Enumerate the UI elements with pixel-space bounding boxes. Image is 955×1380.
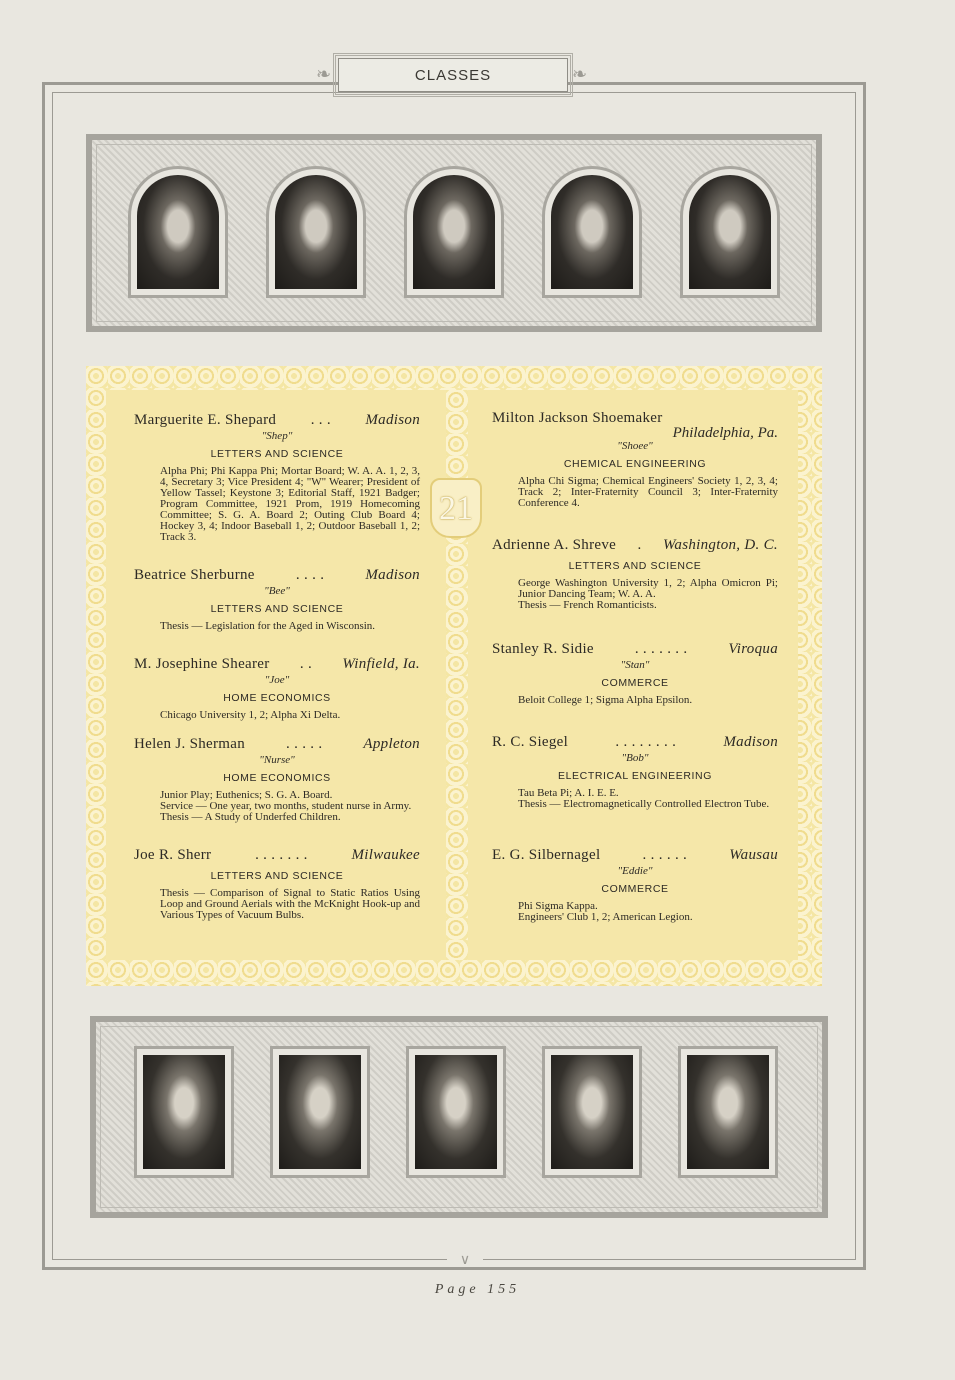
entry-details: Beloit College 1; Sigma Alpha Epsilon.: [518, 694, 693, 706]
bottom-photo-strip: [90, 1016, 828, 1218]
portrait-sherman: [542, 166, 642, 298]
entry-name: R. C. Siegel: [492, 734, 569, 750]
entry-nickname: "Shoee": [617, 440, 653, 452]
entry-course: LETTERS AND SCIENCE: [210, 448, 344, 460]
w-ornament: ∨: [447, 1251, 483, 1267]
entry-town: Wausau: [729, 847, 778, 863]
leader-dots: . . .: [310, 412, 331, 428]
entry-details: Alpha Chi Sigma; Chemical Engineers' Society 1, 2, 3, 4; Track 2; Inter-Fraternity Council 3; Inter-Fraternity Conference 4.: [518, 475, 778, 509]
entry-course: HOME ECONOMICS: [223, 772, 331, 784]
entry-nickname: "Nurse": [259, 754, 295, 766]
entry-name: Stanley R. Sidie: [492, 641, 594, 657]
leader-dots: . . . . . . .: [634, 641, 688, 657]
leader-dots: . . . . . . .: [255, 847, 308, 863]
leader-dots: . . . . .: [286, 736, 323, 752]
entry-course: COMMERCE: [601, 883, 669, 895]
leader-dots: .: [637, 537, 642, 553]
entry-name: Joe R. Sherr: [134, 847, 212, 863]
entry-sherr: [134, 847, 420, 921]
entry-course: COMMERCE: [601, 677, 669, 689]
entry-details: Thesis — Comparison of Signal to Static Ratios Using Loop and Ground Aerials with the McKnight Hook-up and Various Types of Vacuum Bulbs.: [160, 887, 420, 921]
entry-town: Philadelphia, Pa.: [672, 425, 778, 441]
badge-text: 21: [439, 490, 473, 527]
entry-town: Viroqua: [728, 641, 778, 657]
entry-nickname: "Eddie": [617, 865, 653, 877]
entry-name: E. G. Silbernagel: [492, 847, 601, 863]
entry-silbernagel: [492, 847, 778, 923]
entry-nickname: "Bob": [621, 752, 649, 764]
entry-town: Appleton: [363, 736, 420, 752]
entry-sidie: [492, 641, 778, 706]
entry-course: LETTERS AND SCIENCE: [210, 603, 344, 615]
entry-nickname: "Stan": [620, 659, 650, 671]
entry-town: Washington, D. C.: [663, 537, 778, 553]
entry-details: Tau Beta Pi; A. I. E. E. Thesis — Electromagnetically Controlled Electron Tube.: [518, 787, 770, 810]
entry-nickname: "Bee": [264, 585, 290, 597]
page-header: [338, 58, 568, 92]
entry-course: CHEMICAL ENGINEERING: [563, 458, 707, 470]
entry-name: Helen J. Sherman: [134, 736, 246, 752]
entry-siegel: [492, 734, 778, 810]
portrait-silbernagel: [678, 1046, 778, 1178]
entry-course: LETTERS AND SCIENCE: [568, 560, 702, 572]
entry-name: Beatrice Sherburne: [134, 567, 255, 583]
portrait-siegel: [542, 1046, 642, 1178]
entry-nickname: "Shep": [261, 430, 293, 442]
portrait-shoemaker: [134, 1046, 234, 1178]
leader-dots: . . . . . .: [642, 847, 688, 863]
entry-name: Milton Jackson Shoemaker: [492, 410, 663, 426]
entry-sherman: [134, 736, 420, 823]
entry-details: Chicago University 1, 2; Alpha Xi Delta.: [160, 709, 341, 721]
portrait-shearer: [404, 166, 504, 298]
column-divider: [446, 390, 468, 960]
entry-name: Adrienne A. Shreve: [492, 537, 617, 553]
entry-name: M. Josephine Shearer: [134, 656, 270, 672]
page-number: Page 155: [434, 1282, 521, 1297]
entry-details: Thesis — Legislation for the Aged in Wisconsin.: [160, 620, 376, 632]
entry-town: Milwaukee: [351, 847, 420, 863]
entry-town: Madison: [723, 734, 778, 750]
entry-course: ELECTRICAL ENGINEERING: [557, 770, 712, 782]
entry-town: Madison: [365, 567, 420, 583]
leader-dots: . . . .: [295, 567, 325, 583]
entry-town: Madison: [365, 412, 420, 428]
entry-details: George Washington University 1, 2; Alpha Omicron Pi; Junior Dancing Team; W. A. A. Thesis — French Romanticists.: [518, 577, 778, 611]
entry-details: Junior Play; Euthenics; S. G. A. Board. Service — One year, two months, student nurse in Army. Thesis — A Study of Underfed Children.: [160, 789, 412, 823]
entry-details: Alpha Phi; Phi Kappa Phi; Mortar Board; W. A. A. 1, 2, 3, 4, Secretary 3; Vice President 4; "W" Wearer; President of Yellow Tassel; Keystone 3; Editorial Staff, 1921 Badger; Program Committee, 1921 Prom, 1919 Homecoming Committee; S. G. A. Board 2; Outing Club Board 4; Hockey 3, 4; Indoor Baseball 1, 2; Outdoor Baseball 1, 2; Track 3.: [160, 465, 420, 543]
entry-details: Phi Sigma Kappa. Engineers' Club 1, 2; American Legion.: [518, 900, 693, 923]
entry-shoemaker: [492, 410, 778, 509]
scroll-ornament-right: ❧: [572, 64, 588, 84]
scroll-ornament-left: ❧: [316, 64, 332, 84]
header-title: CLASSES: [414, 67, 492, 84]
entry-town: Winfield, Ia.: [342, 656, 420, 672]
portrait-sherburne: [266, 166, 366, 298]
entry-nickname: "Joe": [264, 674, 290, 686]
entry-course: LETTERS AND SCIENCE: [210, 870, 344, 882]
entry-sherburne: [134, 567, 420, 632]
leader-dots: . .: [299, 656, 313, 672]
entry-course: HOME ECONOMICS: [223, 692, 331, 704]
portrait-shreve: [270, 1046, 370, 1178]
entry-shearer: [134, 656, 420, 721]
portrait-sidie: [406, 1046, 506, 1178]
portrait-shepard: [128, 166, 228, 298]
portrait-sherr: [680, 166, 780, 298]
entry-shreve: [492, 537, 778, 611]
top-photo-strip: [86, 134, 822, 332]
entry-shepard: [134, 412, 420, 543]
class-year-badge: [430, 478, 482, 538]
leader-dots: . . . . . . . .: [615, 734, 677, 750]
entry-name: Marguerite E. Shepard: [134, 412, 277, 428]
